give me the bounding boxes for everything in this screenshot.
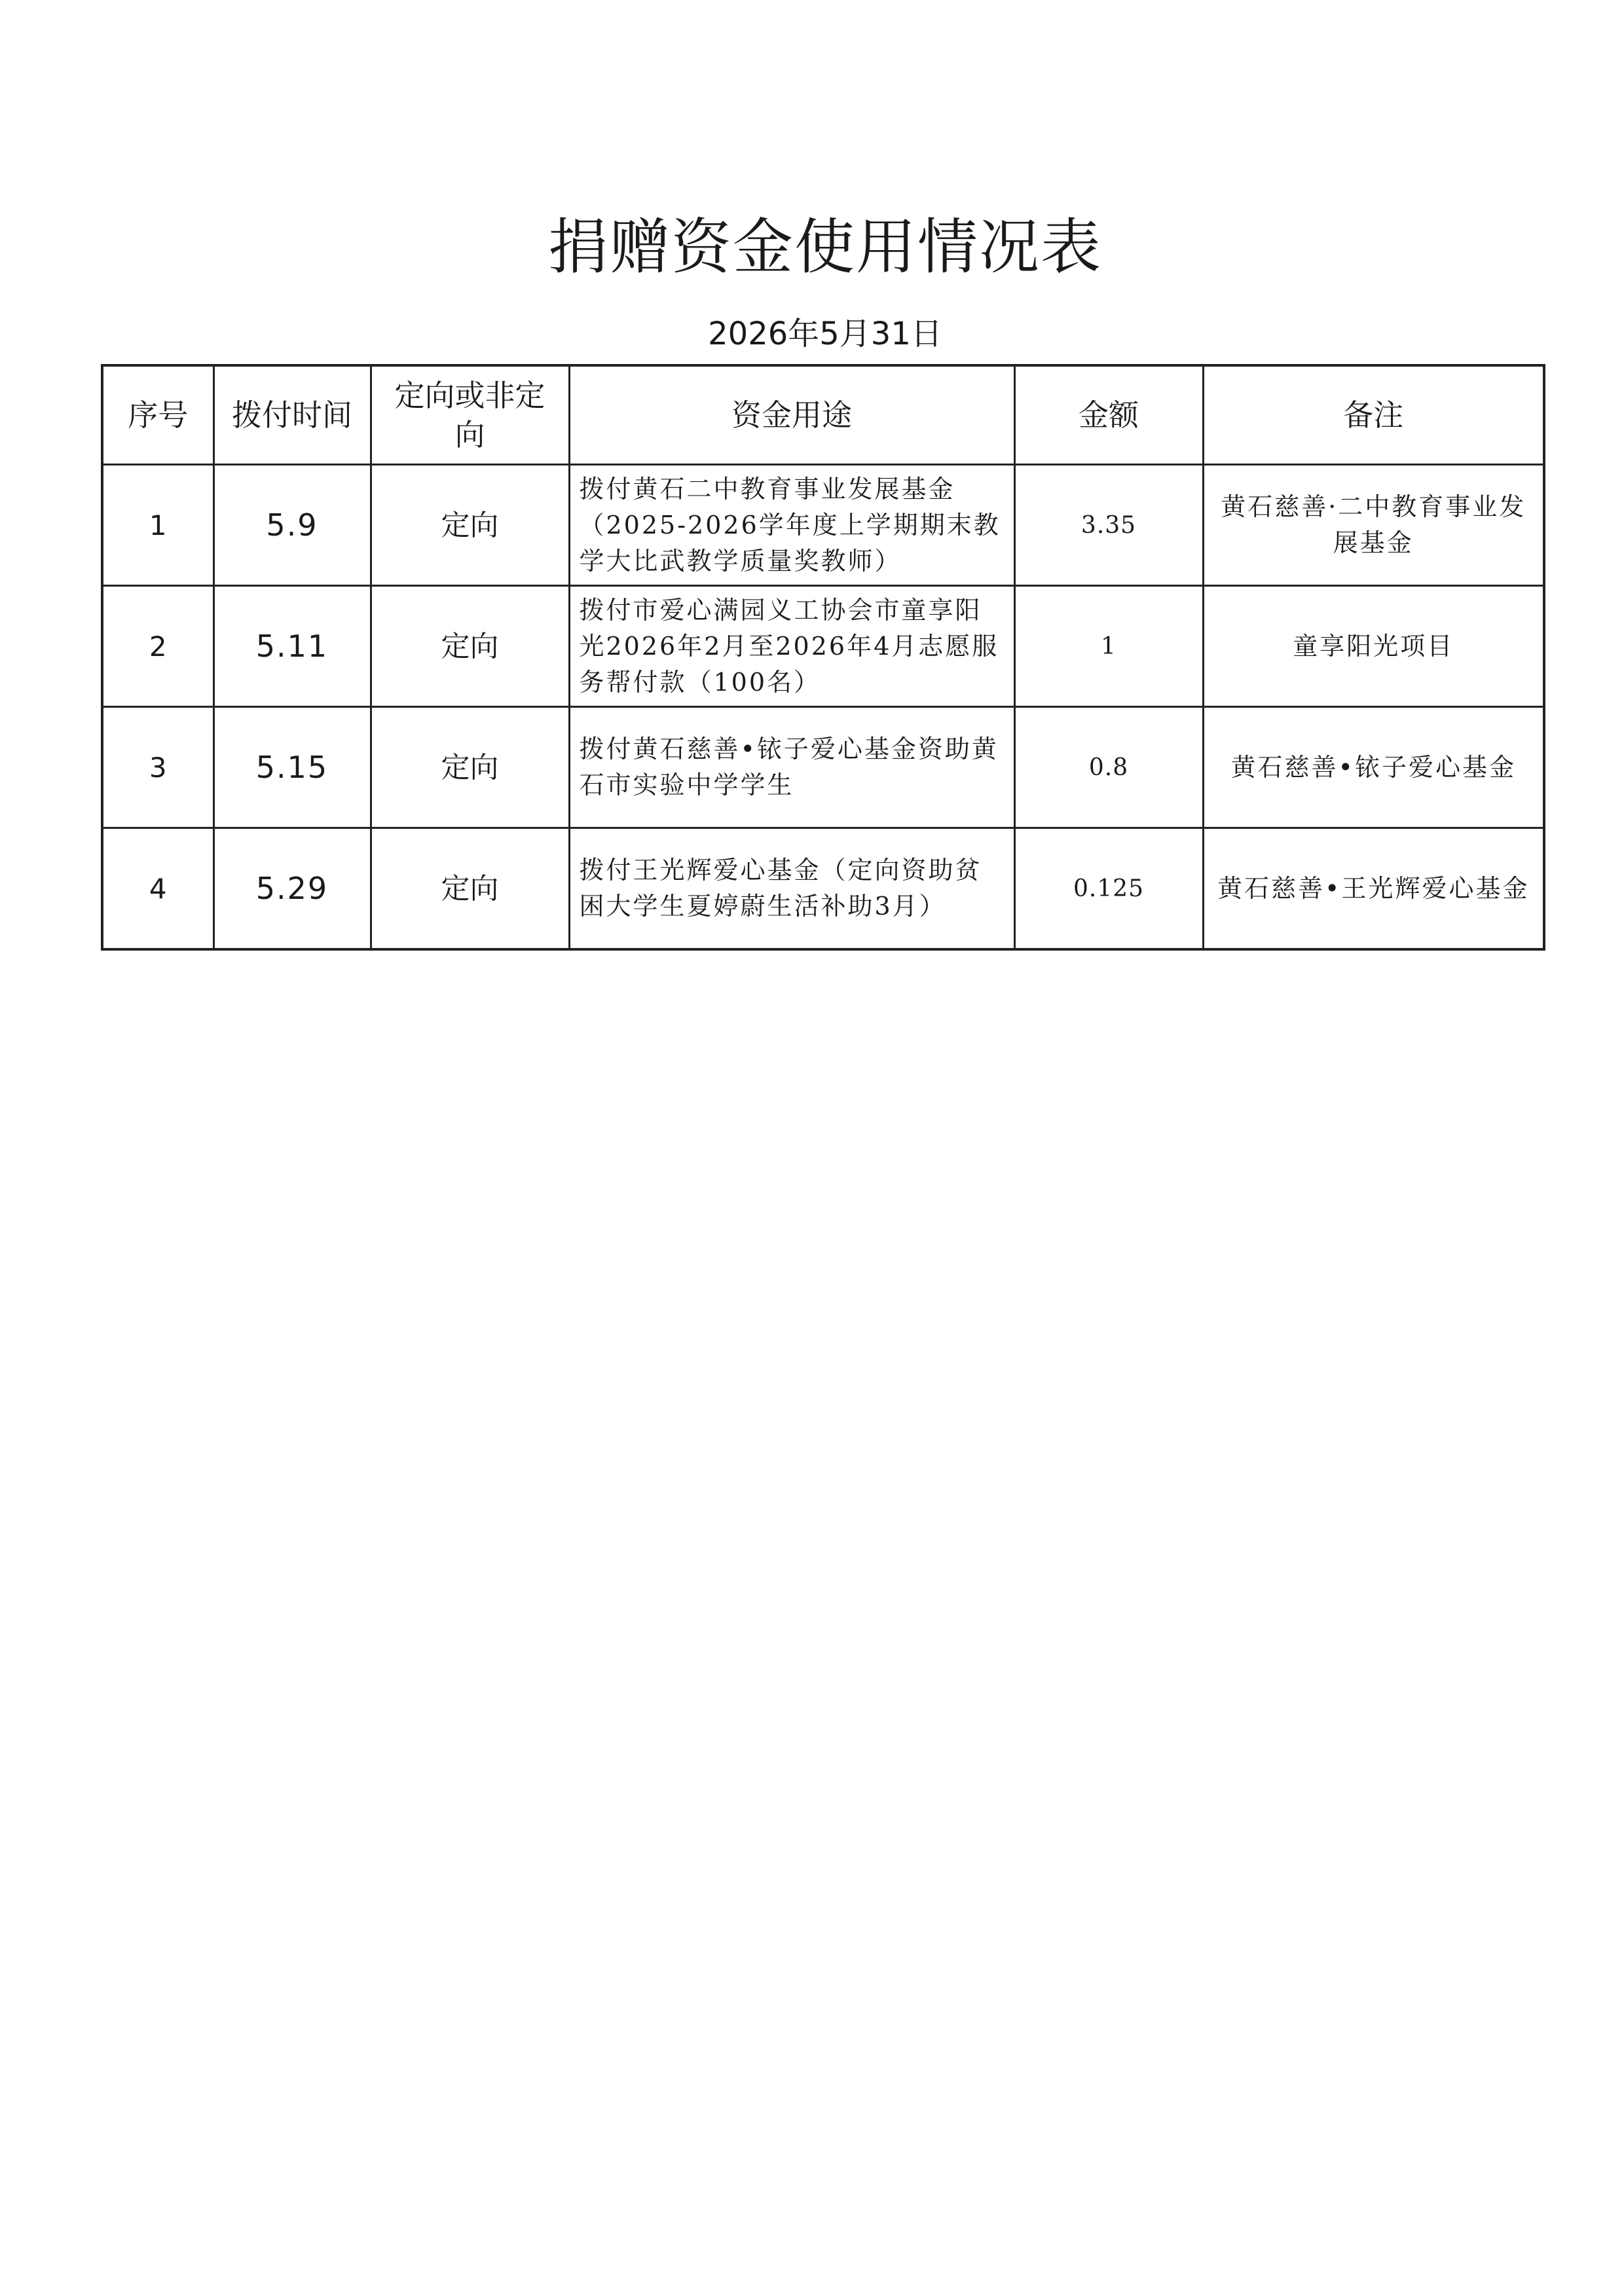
cell-amount: 1 bbox=[1014, 586, 1203, 707]
cell-time: 5.29 bbox=[213, 828, 371, 950]
cell-purpose: 拨付黄石慈善•铱子爱心基金资助黄石市实验中学学生 bbox=[569, 707, 1014, 828]
cell-purpose: 拨付市爱心满园义工协会市童享阳光2026年2月至2026年4月志愿服务帮付款（100名） bbox=[569, 586, 1014, 707]
page-title: 捐赠资金使用情况表 bbox=[547, 212, 1102, 282]
cell-purpose: 拨付王光辉爱心基金（定向资助贫困大学生夏婷蔚生活补助3月） bbox=[569, 828, 1014, 950]
header-direction-label: 定向或非定向 bbox=[394, 378, 545, 452]
cell-seq: 2 bbox=[102, 586, 213, 707]
cell-seq: 4 bbox=[102, 828, 213, 950]
cell-note: 童享阳光项目 bbox=[1203, 586, 1544, 707]
table-row bbox=[102, 586, 1544, 707]
cell-amount: 3.35 bbox=[1014, 465, 1203, 586]
cell-amount: 0.125 bbox=[1014, 828, 1203, 950]
table-header-row bbox=[102, 365, 1544, 465]
cell-note: 黄石慈善·二中教育事业发展基金 bbox=[1203, 465, 1544, 586]
cell-time: 5.11 bbox=[213, 586, 371, 707]
cell-seq: 3 bbox=[102, 707, 213, 828]
table-row bbox=[102, 707, 1544, 828]
cell-direction: 定向 bbox=[371, 828, 569, 950]
header-time: 拨付时间 bbox=[213, 365, 371, 465]
header-note: 备注 bbox=[1203, 365, 1544, 465]
cell-note: 黄石慈善•铱子爱心基金 bbox=[1203, 707, 1544, 828]
cell-direction: 定向 bbox=[371, 586, 569, 707]
cell-purpose: 拨付黄石二中教育事业发展基金（2025-2026学年度上学期期末教学大比武教学质量奖教师） bbox=[569, 465, 1014, 586]
cell-time: 5.9 bbox=[213, 465, 371, 586]
cell-direction: 定向 bbox=[371, 707, 569, 828]
cell-direction: 定向 bbox=[371, 465, 569, 586]
cell-seq: 1 bbox=[102, 465, 213, 586]
table-row bbox=[102, 828, 1544, 950]
cell-note: 黄石慈善•王光辉爱心基金 bbox=[1203, 828, 1544, 950]
document-date: 2026年5月31日 bbox=[708, 316, 942, 352]
cell-amount: 0.8 bbox=[1014, 707, 1203, 828]
header-amount: 金额 bbox=[1014, 365, 1203, 465]
header-purpose: 资金用途 bbox=[569, 365, 1014, 465]
fund-usage-table bbox=[101, 364, 1545, 951]
table-row bbox=[102, 465, 1544, 586]
header-direction bbox=[371, 365, 569, 465]
header-seq: 序号 bbox=[102, 365, 213, 465]
cell-time: 5.15 bbox=[213, 707, 371, 828]
